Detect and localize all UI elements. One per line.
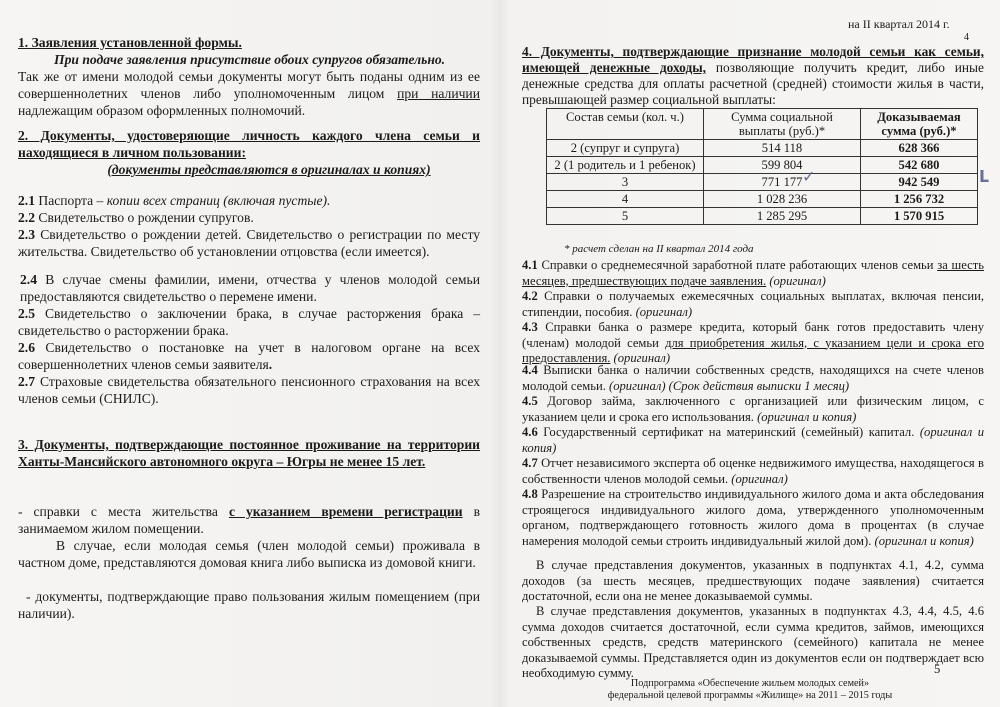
- item-2-6: 2.6 Свидетельство о постановке на учет в налоговом органе на всех совершеннолетних членов семьи заявителя.: [18, 340, 480, 372]
- item-4-2: 4.2 Справки о получаемых ежемесячных социальных выплатах, включая пенсии, стипендии, пособия. (оригинал): [522, 289, 984, 319]
- item-4-8: 4.8 Разрешение на строительство индивидуального жилого дома и акта обследования строящегося индивидуального жилого дома, утвержденного уполномоченным органом, подтверждающего готовность жилого дома в процентах (в случае намерения молодой семьи строить индивидуальный жилой дом). (оригинал и копия): [522, 487, 984, 548]
- pen-mark-icon: ᒪ: [979, 167, 990, 186]
- table-cell: 1 570 915: [861, 208, 978, 225]
- section-3-rights: - документы, подтверждающие право пользования жилым помещением (при наличии).: [18, 589, 480, 621]
- table-cell: 1 256 732: [861, 191, 978, 208]
- table-cell: 599 804: [704, 157, 861, 174]
- table-cell: 4: [547, 191, 704, 208]
- table-cell: 5: [547, 208, 704, 225]
- note-paragraph-1: В случае представления документов, указанных в подпунктах 4.1, 4.2, сумма доходов (за шесть месяцев, предшествующих подаче заявления) считается достаточной, если она не менее доказываемой суммы.: [522, 558, 984, 604]
- table-row: [547, 157, 978, 174]
- section-3-registration: - справки с места жительства с указанием времени регистрации в занимаемом жилом помещении.: [18, 504, 480, 536]
- section-1-emphasis: При подаче заявления присутствие обоих супругов обязательно.: [54, 52, 446, 67]
- item-4-7: 4.7 Отчет независимого эксперта об оценке недвижимого имущества, находящегося в собственности членов молодой семьи. (оригинал): [522, 456, 984, 486]
- table-row: [547, 208, 978, 225]
- table-cell: 1 285 295: [704, 208, 861, 225]
- item-2-7: 2.7 Страховые свидетельства обязательного пенсионного страхования на всех членов семьи (СНИЛС).: [18, 374, 480, 406]
- footer-line-1: Подпрограмма «Обеспечение жильем молодых семей»: [630, 678, 870, 689]
- pen-checkmark-icon: ✓: [802, 167, 816, 186]
- item-2-2: 2.2 Свидетельство о рождении супругов.: [18, 210, 254, 225]
- table-header: Доказываемая сумма (руб.)*: [861, 109, 978, 140]
- item-4-4: 4.4 Выписки банка о наличии собственных средств, находящихся на счете членов молодой семьи. (оригинал) (Срок действия выписки 1 месяц): [522, 363, 984, 393]
- section-1-title: 1. Заявления установленной формы.: [18, 35, 242, 50]
- table-header: Состав семьи (кол. ч.): [547, 109, 704, 140]
- table-cell: 1 028 236: [704, 191, 861, 208]
- table-row: [547, 174, 978, 191]
- page-number-right: 5: [934, 662, 941, 676]
- table-cell: 2 (1 родитель и 1 ребенок): [547, 157, 704, 174]
- quarter-label: на II квартал 2014 г.: [848, 17, 950, 31]
- table-cell: 542 680: [861, 157, 978, 174]
- table-header: Сумма социальной выплаты (руб.)*: [704, 109, 861, 140]
- item-2-4: 2.4 В случае смены фамилии, имени, отчества у членов молодой семьи предоставляются свидетельство о перемене имени.: [20, 272, 480, 304]
- note-paragraph-2: В случае представления документов, указанных в подпунктах 4.3, 4.4, 4.5, 4.6 сумма доходов считается достаточной, если сумма кредитов, займов, имеющихся собственных средств, средств материнского (семейного) капитала не менее доказываемой суммы. Представляется один из документов если он подтверждает всю необходимую сумму.: [522, 604, 984, 681]
- table-note: * расчет сделан на II квартал 2014 года: [564, 243, 754, 255]
- cost-table: [546, 108, 990, 225]
- item-4-5: 4.5 Договор займа, заключенного с организацией или физическим лицом, с указанием цели и срока его использования. (оригинал и копия): [522, 394, 984, 424]
- item-4-6: 4.6 Государственный сертификат на материнский (семейный) капитал. (оригинал и копия): [522, 425, 984, 455]
- item-2-1: 2.1 Паспорта – копии всех страниц (включая пустые).: [18, 193, 331, 208]
- table-cell: 771 177 ✓: [704, 174, 861, 191]
- table-cell: 628 366: [861, 140, 978, 157]
- table-cell: 3: [547, 174, 704, 191]
- footer-line-2: федеральной целевой программы «Жилище» на 2011 – 2015 годы: [607, 689, 893, 701]
- footer: [570, 678, 930, 701]
- table-cell: 942 549 ᒪ: [861, 174, 978, 191]
- section-4-intro: 4. Документы, подтверждающие признание молодой семьи как семьи, имеющей денежные доходы, позволяющие получить кредит, либо иные денежные средства для оплаты расчетной (средней) стоимости жилья в части, превышающей размер социальной выплаты:: [522, 44, 984, 107]
- section-2-title: 2. Документы, удостоверяющие личность каждого члена семьи и находящиеся в личном пользовании:: [18, 128, 480, 160]
- section-3-title: 3. Документы, подтверждающие постоянное проживание на территории Ханты-Мансийского автономного округа – Югры не менее 15 лет.: [18, 437, 480, 469]
- section-2-subtitle: (документы представляются в оригиналах и копиях): [107, 162, 431, 177]
- item-2-3: 2.3 Свидетельство о рождении детей. Свидетельство о регистрации по месту жительства. Свидетельство об установлении отцовства (если имеется).: [18, 227, 480, 259]
- table-cell: 2 (супруг и супруга): [547, 140, 704, 157]
- table-header-row: [547, 109, 978, 140]
- table-row: [547, 140, 978, 157]
- item-2-5: 2.5 Свидетельство о заключении брака, в случае расторжения брака – свидетельство о расторжении брака.: [18, 306, 480, 338]
- table-cell: 514 118: [704, 140, 861, 157]
- section-1-text: Так же от имени молодой семьи документы могут быть поданы одним из ее совершеннолетних членов либо уполномоченным лицом при наличии надлежащим образом оформленных полномочий.: [18, 69, 480, 118]
- item-4-1: 4.1 Справки о среднемесячной заработной плате работающих членов семьи за шесть месяцев, предшествующих подаче заявления. (оригинал): [522, 258, 984, 288]
- table-row: [547, 191, 978, 208]
- page-number-left: 4: [964, 32, 969, 43]
- item-4-3: 4.3 Справки банка о размере кредита, который банк готов предоставить члену (членам) молодой семьи для приобретения жилья, с указанием цели и срока его предоставления. (оригинал): [522, 320, 984, 366]
- section-3-private-house: В случае, если молодая семья (член молодой семьи) проживала в частном доме, представляются домовая книга либо выписка из домовой книги.: [18, 538, 480, 570]
